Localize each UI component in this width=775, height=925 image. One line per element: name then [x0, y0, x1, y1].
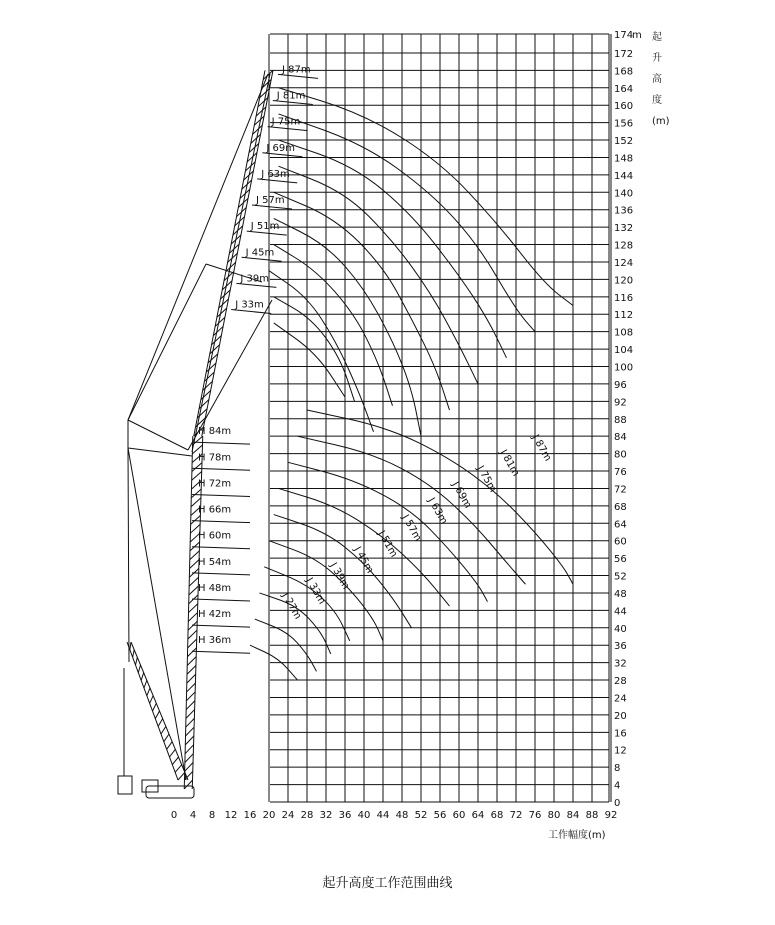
boom-lacing: [185, 762, 193, 771]
mast-lacing: [147, 688, 150, 696]
mast-lacing: [164, 734, 169, 742]
chart-grid: [269, 34, 611, 802]
y-tick-label: 136: [614, 205, 634, 217]
x-tick-label: 40: [357, 810, 371, 821]
jib-length-label: J 33m: [235, 299, 264, 311]
y-tick-label: 128: [614, 240, 634, 252]
curve-label: J 39m: [327, 561, 352, 592]
y-tick-label: 24: [614, 693, 627, 705]
mast-lacing: [170, 749, 176, 757]
y-tick-label: 64: [614, 519, 627, 531]
boom-lacing: [184, 780, 192, 789]
figure-caption: 起升高度工作范围曲线: [322, 876, 453, 891]
y-title-char: 高: [652, 74, 662, 85]
y-tick-label: 144: [614, 170, 634, 182]
mast-lacing: [155, 711, 159, 719]
y-tick-label: 20: [614, 710, 627, 722]
y-tick-label: 104: [614, 345, 634, 357]
y-tick-label: 48: [614, 588, 627, 600]
boom-tie-line: [192, 651, 250, 653]
y-tick-label: 152: [614, 136, 634, 148]
x-tick-label: 20: [262, 810, 276, 821]
y-title-char: (m): [652, 116, 670, 127]
x-tick-label: 56: [433, 810, 447, 821]
boom-tie-line: [192, 573, 250, 575]
boom-tie-line: [192, 547, 250, 549]
x-tick-label: 8: [208, 810, 216, 821]
jib-length-label: J 81m: [276, 90, 306, 102]
boom-lacing: [187, 665, 196, 674]
boom-tie-line: [192, 599, 250, 601]
curve-label: J 63m: [425, 496, 450, 527]
mast-lacing: [172, 757, 178, 765]
y-tick-label: 160: [614, 101, 634, 113]
y-title-char: 升: [652, 53, 662, 64]
boom-lacing: [191, 489, 201, 498]
range-curve: [279, 166, 479, 384]
boom-length-label: H 66m: [198, 504, 232, 516]
backstay: [128, 448, 129, 662]
y-axis-ticks: [614, 30, 642, 809]
y-tick-label: 172: [614, 48, 634, 60]
boom-lacing: [186, 710, 195, 719]
boom-lacing: [187, 648, 196, 657]
boom-lacing: [188, 621, 197, 630]
mast-lacing: [144, 680, 147, 688]
mast-lacing: [158, 719, 163, 727]
boom-tie-line: [192, 625, 250, 627]
x-tick-label: 16: [243, 810, 257, 821]
mast-lacing: [141, 673, 144, 681]
y-tick-label: 76: [614, 467, 627, 479]
y-unit-label: m: [632, 30, 642, 41]
jib-stay: [192, 74, 270, 452]
boom-lacing: [192, 463, 202, 472]
y-tick-label: 100: [614, 362, 634, 374]
mast-lacing: [175, 765, 182, 773]
jib-length-label: J 75m: [271, 116, 301, 128]
x-tick-label: 64: [471, 810, 485, 821]
boom-lacing: [188, 613, 197, 622]
mast-lacing: [138, 665, 140, 673]
boom-tie-line: [192, 468, 250, 470]
y-tick-label: 92: [614, 397, 627, 409]
mast-lacing: [153, 703, 157, 711]
y-tick-label: 52: [614, 571, 627, 583]
y-axis-title: [652, 30, 670, 127]
jib-length-label: J 87m: [282, 64, 311, 76]
mast-lacing: [133, 650, 135, 658]
boom-lacing: [185, 754, 193, 763]
mast-lacing: [161, 726, 166, 734]
x-axis-ticks: [171, 810, 618, 821]
jib-length-label: J 57m: [256, 195, 285, 207]
y-tick-label: 124: [614, 257, 634, 269]
y-tick-label: 60: [614, 536, 627, 548]
backstay: [128, 448, 186, 780]
y-tick-label: 36: [614, 641, 627, 653]
y-tick-label: 68: [614, 501, 627, 513]
y-tick-label: 140: [614, 188, 634, 200]
jib-length-label: J 69m: [266, 142, 295, 154]
y-tick-label: 12: [614, 745, 627, 757]
boom-lacing: [191, 516, 201, 525]
boom-lacing: [188, 630, 197, 639]
y-tick-label: 28: [614, 676, 627, 688]
boom-lacing: [185, 745, 193, 754]
boom-length-label: H 78m: [198, 452, 232, 464]
x-tick-label: 68: [490, 810, 504, 821]
crane-outline: [118, 70, 273, 798]
y-tick-label: 4: [614, 780, 621, 792]
y-tick-label: 108: [614, 327, 634, 339]
boom-lacing: [186, 692, 195, 701]
curve-label: J 69m: [449, 480, 474, 511]
y-tick-label: 84: [614, 432, 627, 444]
range-curve: [279, 140, 507, 358]
boom-length-label: H 72m: [198, 478, 232, 490]
y-tick-label: 80: [614, 449, 627, 461]
x-axis-title: 工作幅度(m): [548, 830, 606, 841]
curve-label: J 33m: [303, 576, 328, 607]
boom-lacing: [186, 701, 195, 710]
range-curve: [274, 192, 450, 410]
boom-length-label: H 42m: [198, 609, 232, 621]
boom-lacing: [186, 718, 195, 727]
range-curve: [274, 245, 393, 406]
jib-length-label: J 63m: [261, 168, 290, 180]
jib-strut: [128, 448, 192, 456]
x-tick-label: 36: [338, 810, 352, 821]
x-tick-label: 24: [281, 810, 295, 821]
y-tick-label: 8: [614, 763, 621, 775]
x-tick-label: 84: [566, 810, 580, 821]
x-tick-label: 4: [189, 810, 197, 821]
y-tick-label: 40: [614, 623, 627, 635]
y-tick-label: 96: [614, 379, 627, 391]
boom-length-label: H 54m: [198, 556, 232, 568]
boom-length-label: H 36m: [198, 635, 232, 647]
curve-label: J 27m: [279, 591, 304, 622]
x-tick-label: 80: [547, 810, 561, 821]
y-tick-label: 16: [614, 728, 627, 740]
x-tick-label: 60: [452, 810, 466, 821]
boom-length-label: H 84m: [198, 426, 232, 438]
curve-label: J 51m: [375, 529, 400, 560]
x-tick-label: 48: [395, 810, 409, 821]
y-tick-label: 56: [614, 554, 627, 566]
mast-lacing: [178, 772, 185, 780]
mast-lacing: [130, 642, 131, 650]
mast-lacing: [167, 742, 173, 750]
y-tick-label: 174: [614, 30, 634, 41]
y-title-char: 起: [652, 32, 662, 43]
y-tick-label: 0: [614, 798, 621, 809]
y-tick-label: 112: [614, 310, 634, 322]
x-tick-label: 28: [300, 810, 314, 821]
boom-length-label: H 60m: [198, 530, 232, 542]
range-curve: [279, 88, 574, 306]
y-tick-label: 44: [614, 606, 627, 618]
x-tick-label: 72: [509, 810, 523, 821]
boom-lacing: [187, 683, 196, 692]
boom-lacing: [185, 736, 194, 745]
x-tick-label: 32: [319, 810, 333, 821]
mast-lacing: [150, 696, 154, 704]
range-curve: [274, 218, 421, 436]
counterweight: [118, 776, 132, 794]
boom-lacing: [188, 639, 197, 648]
curve-label: J 81m: [497, 448, 522, 479]
y-tick-label: 32: [614, 658, 627, 670]
boom-lacing: [187, 657, 196, 666]
range-curve: [269, 271, 374, 432]
x-tick-label: 88: [585, 810, 599, 821]
jib-strut: [128, 420, 188, 450]
y-tick-label: 164: [614, 83, 634, 95]
x-tick-label: 12: [224, 810, 238, 821]
range-curve: [274, 323, 345, 397]
jib-length-label: J 39m: [240, 273, 269, 285]
y-title-char: 度: [652, 95, 662, 106]
y-tick-label: 156: [614, 118, 634, 130]
boom-tie-line: [192, 442, 250, 444]
boom-length-label: H 48m: [198, 582, 232, 594]
y-tick-label: 132: [614, 223, 634, 235]
x-tick-label: 92: [604, 810, 618, 821]
curve-label: J 75m: [474, 464, 499, 495]
mast-lacing: [136, 657, 138, 665]
jib-length-label: J 51m: [250, 221, 280, 233]
y-tick-label: 120: [614, 275, 634, 287]
curve-label: J 57m: [399, 513, 424, 544]
jib-pendant: [128, 264, 206, 420]
y-tick-label: 88: [614, 414, 627, 426]
boom-lacing: [189, 586, 198, 595]
curve-label: J 45m: [351, 545, 376, 576]
range-curve: [298, 436, 526, 584]
x-tick-label: 0: [170, 810, 178, 821]
y-tick-label: 72: [614, 484, 627, 496]
jib-labels: [231, 64, 318, 313]
boom-lacing: [189, 604, 198, 613]
x-tick-label: 44: [376, 810, 390, 821]
y-tick-label: 148: [614, 153, 634, 165]
jib-length-label: J 45m: [245, 247, 275, 259]
boom-labels: [192, 426, 250, 653]
curve-label: J 87m: [529, 433, 554, 464]
boom-lacing: [186, 727, 195, 736]
y-tick-label: 116: [614, 292, 634, 304]
y-tick-label: 168: [614, 66, 634, 78]
boom-lacing: [187, 674, 196, 683]
x-tick-label: 52: [414, 810, 428, 821]
x-tick-label: 76: [528, 810, 542, 821]
